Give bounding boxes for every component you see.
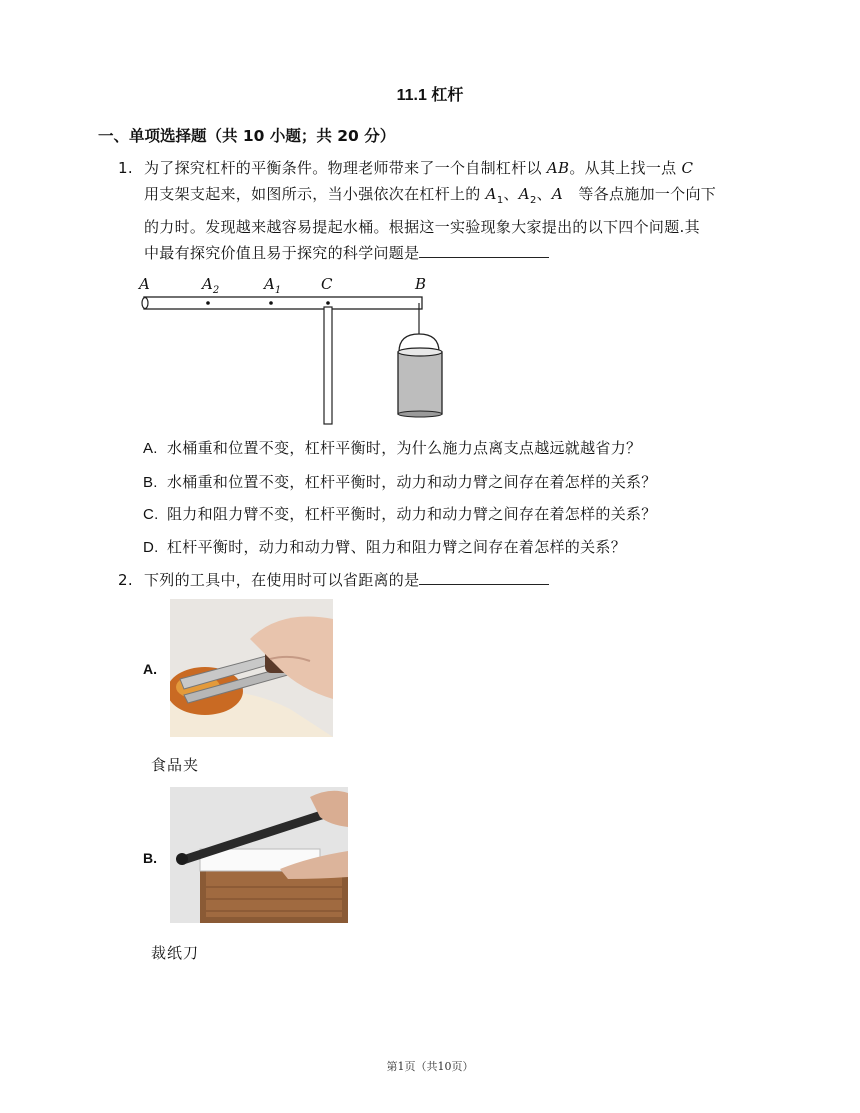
question-1-line-3: 的力时。发现越来越容易提起水桶。根据这一实验现象大家提出的以下四个问题.其 — [144, 218, 700, 236]
figure-label-a1: $A_1$ — [264, 275, 282, 296]
water-bucket — [398, 334, 442, 417]
point-a2 — [206, 301, 210, 305]
point-c — [326, 301, 330, 305]
option-b[interactable]: B. 水桶重和位置不变，杠杆平衡时，动力和动力臂之间存在着怎样的关系？ — [143, 473, 657, 491]
question-2: 2. 下列的工具中，在使用时可以省距离的是 — [118, 569, 549, 590]
food-tongs-image — [170, 599, 333, 737]
answer-blank[interactable] — [419, 570, 549, 585]
page-footer: 第1页（共10页） — [386, 1060, 474, 1073]
point-a1 — [269, 301, 273, 305]
figure-label-a2: $A_2$ — [202, 275, 220, 296]
answer-blank[interactable] — [419, 243, 549, 258]
option-c[interactable]: C. 阻力和阻力臂不变，杠杆平衡时，动力和动力臂之间存在着怎样的关系？ — [143, 505, 657, 523]
question-1-line-4: 中最有探究价值且易于探究的科学问题是 — [118, 240, 768, 266]
option-b[interactable]: B. — [143, 850, 157, 866]
lever-figure — [136, 272, 466, 427]
figure-label-c: C — [321, 275, 333, 293]
page-title: 11.1 杠杆 — [396, 87, 464, 104]
option-a[interactable]: A. 水桶重和位置不变，杠杆平衡时，为什么施力点离支点越远就越省力？ — [143, 439, 642, 457]
option-a-caption: 食品夹 — [151, 756, 200, 774]
question-1 — [118, 155, 768, 266]
support-stand — [324, 307, 332, 424]
section-heading: 一、单项选择题（共 10 小题；共 20 分） — [98, 127, 396, 145]
option-d[interactable]: D. 杠杆平衡时，动力和动力臂、阻力和阻力臂之间存在着怎样的关系？ — [143, 538, 627, 556]
figure-label-a: A — [139, 275, 150, 293]
question-number: 1. — [118, 159, 133, 177]
question-number: 2. — [118, 571, 133, 589]
question-1-line-2: 用支架支起来，如图所示，当小强依次在杠杆上的 $A_1$、$A_2$、A 等各点施加一个向下 — [144, 185, 717, 206]
option-a[interactable]: A. — [143, 661, 157, 677]
option-b-caption: 裁纸刀 — [151, 944, 200, 962]
question-1-line-1: 1. 为了探究杠杆的平衡条件。物理老师带来了一个自制杠杆以 AB。从其上找一点 C — [118, 155, 768, 181]
figure-label-b: B — [415, 275, 427, 293]
lever-bar — [144, 297, 422, 309]
paper-cutter-image — [170, 787, 348, 923]
